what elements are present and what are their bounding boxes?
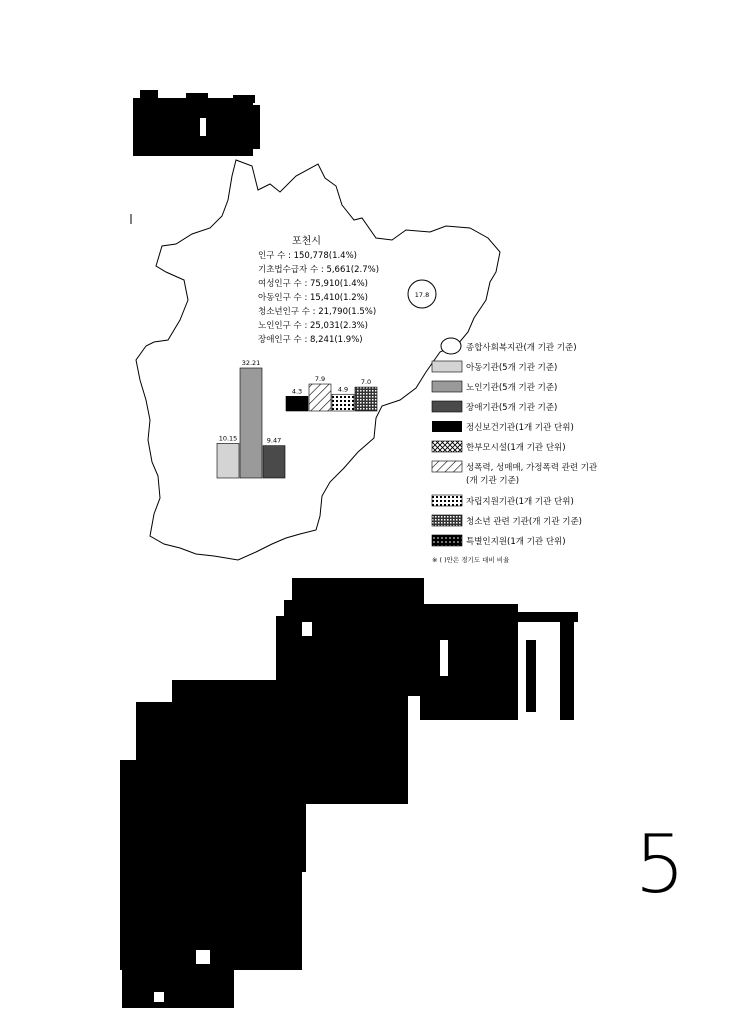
bar-label-small-2: 4.9 (337, 385, 349, 394)
legend-swatch-circle (441, 338, 461, 354)
bar-chart-main (217, 359, 285, 478)
legend-swatch-diagonal (432, 461, 462, 472)
stat-line-youth: 청소년인구 수 : 21,790(1.5%) (258, 307, 377, 317)
bar-label-small-1: 7.9 (314, 375, 326, 384)
stat-line-disabled: 장애인구 수 : 8,241(1.9%) (258, 335, 363, 345)
legend (432, 338, 598, 564)
legend-swatch-crosshatch (432, 441, 462, 452)
bar-main-0 (217, 443, 239, 478)
bar-main-1 (240, 368, 262, 478)
bar-small-2 (332, 394, 354, 411)
legend-label-welfare-center: 종합사회복지관(개 기관 기준) (466, 343, 577, 353)
legend-swatch-black (432, 421, 462, 432)
bar-small-0 (286, 396, 308, 411)
bleed-through-blot (120, 578, 578, 1008)
legend-label-violence-line2: (개 기관 기준) (466, 476, 520, 486)
stat-line-elderly: 노인인구 수 : 25,031(2.3%) (258, 321, 368, 331)
bar-label-main-2: 9.47 (266, 436, 282, 445)
legend-label-single-parent: 한부모시설(1개 기관 단위) (466, 443, 566, 453)
stat-line-women: 여성인구 수 : 75,910(1.4%) (258, 279, 368, 289)
legend-label-elderly: 노인기관(5개 기관 기준) (466, 383, 558, 393)
legend-label-children: 아동기관(5개 기관 기준) (466, 363, 558, 373)
bar-small-1 (309, 384, 331, 411)
legend-label-special: 특별인지원(1개 기관 단위) (466, 537, 566, 547)
title-blot (133, 90, 260, 156)
stat-line-population: 인구 수 : 150,778(1.4%) (258, 251, 357, 261)
stat-line-children: 아동인구 수 : 15,410(1.2%) (258, 293, 368, 303)
bar-chart-small (286, 375, 377, 411)
legend-swatch-dots (432, 535, 462, 546)
legend-label-independence: 자립지원기관(1개 기관 단위) (466, 497, 574, 507)
bar-main-2 (263, 446, 285, 478)
stat-line-welfare-recipients: 기초법수급자 수 : 5,661(2.7%) (258, 265, 380, 275)
legend-swatch-dark-gray (432, 401, 462, 412)
region-stats (258, 250, 379, 345)
bar-label-main-1: 32.21 (241, 359, 261, 367)
legend-label-youth: 청소년 관련 기관(개 기관 기준) (466, 517, 582, 527)
legend-swatch-grid (432, 495, 462, 506)
legend-note: ※ ( )안은 경기도 대비 비율 (432, 556, 510, 564)
legend-swatch-dense (432, 515, 462, 526)
legend-swatch-mid-gray (432, 381, 462, 392)
legend-label-disabled: 장애기관(5개 기관 기준) (466, 403, 558, 413)
legend-label-mental-health: 정신보건기관(1개 기관 단위) (466, 423, 574, 433)
bar-label-small-3: 7.0 (360, 378, 372, 387)
legend-swatch-light-gray (432, 361, 462, 372)
bar-small-3 (355, 387, 377, 411)
page-number: 5 (634, 818, 686, 911)
bar-label-main-0: 10.15 (218, 434, 238, 443)
legend-label-violence: 성폭력, 성매매, 가정폭력 관련 기관 (466, 463, 598, 473)
bar-label-small-0: 4.3 (291, 387, 303, 396)
region-title: 포천시 (292, 236, 321, 247)
welfare-center-value: 17.8 (414, 291, 430, 299)
